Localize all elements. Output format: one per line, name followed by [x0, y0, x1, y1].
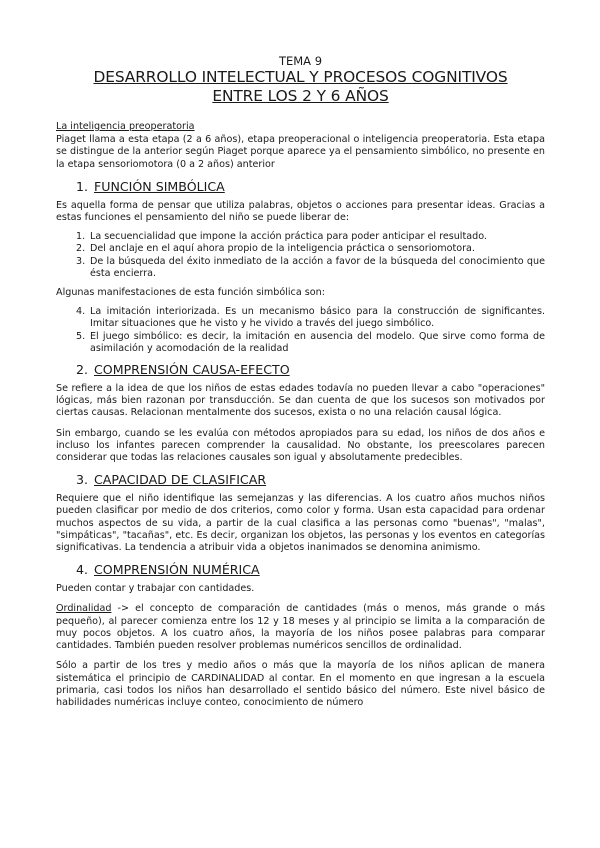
intro-paragraph: Piaget llama a esta etapa (2 a 6 años), etapa preoperacional o inteligencia preoperatoria. Esta etapa se distingue de la anterior según Piaget porque aparece ya el pensamiento simbólico, no presente en la etapa sensoriomotora (0 a 2 años) anterior	[56, 134, 545, 170]
section-4-paragraph-3: Sólo a partir de los tres y medio años o más que la mayoría de los niños aplican de manera sistemática el principio de CARDINALIDAD al contar. En el momento en que ingresan a la escuela primaria, casi todos los niños han desarrollado el sentido básico del número. Este nivel básico de habilidades numéricas incluye conteo, conocimiento de número	[56, 660, 545, 708]
list-item: 2. Del anclaje en el aquí ahora propio de la inteligencia práctica o sensoriomotora.	[76, 243, 475, 255]
section-3-heading	[76, 472, 545, 487]
section-3-paragraph-1: Requiere que el niño identifique las semejanzas y las diferencias. A los cuatro años muchos niños pueden clasificar por medio de dos criterios, como color y forma. Usan esta capacidad para ordenar muchos aspectos de su vida, a partir de la cual clasifica a las personas como "buenas", "malas", "simpáticas", "tacañas", etc. Es decir, organizan los objetos, las personas y los eventos en categorías significativas. La tendencia a atribuir vida a objetos inanimados se denomina animismo.	[56, 493, 545, 554]
section-1-list-1	[56, 231, 545, 280]
section-4-heading	[76, 562, 545, 577]
list-item: 5. El juego simbólico: es decir, la imitación en ausencia del modelo. Que sirve como forma de asimilación y acomodación de la realidad	[76, 330, 545, 354]
section-2-heading	[76, 362, 545, 377]
document-title	[56, 68, 545, 106]
section-2-number: 2.	[76, 362, 89, 378]
list-item: 3. De la búsqueda del éxito inmediato de la acción a favor de la búsqueda del conocimiento que ésta encierra.	[76, 255, 545, 279]
section-2-title: COMPRENSIÓN CAUSA-EFECTO	[94, 362, 290, 378]
section-4-number: 4.	[76, 562, 89, 578]
section-3-number: 3.	[76, 472, 89, 488]
section-4-paragraph-ordinalidad	[56, 603, 545, 652]
section-2-paragraph-2: Sin embargo, cuando se les evalúa con métodos apropiados para su edad, los niños de dos años e incluso los infantes parecen comprender la causalidad. No obstante, los preescolares parecen considerar que todas las relaciones causales son igual y absolutamente predecibles.	[56, 427, 545, 464]
ordinalidad-text: -> el concepto de comparación de cantidades (más o menos, más grande o más pequeño), al parecer comienza entre los 12 y 18 meses y al principio se limita a la comparación de muy pocos objetos. A los cuatro años, la mayoría de los niños posee palabras para comparar cantidades. También pueden resolver problemas numéricos sencillos de ordinalidad.	[56, 603, 545, 652]
section-4-title: COMPRENSIÓN NUMÉRICA	[94, 562, 260, 578]
list-item: 4. La imitación interiorizada. Es un mecanismo básico para la construcción de significantes. Imitar situaciones que he visto y he vivido a través del juego simbólico.	[76, 306, 545, 330]
intro-subheading: La inteligencia preoperatoria	[56, 121, 195, 132]
section-1-heading	[76, 179, 545, 194]
section-3-title: CAPACIDAD DE CLASIFICAR	[94, 472, 267, 488]
section-4-paragraph-1: Pueden contar y trabajar con cantidades.	[56, 583, 255, 595]
tema-label: TEMA 9	[278, 54, 323, 68]
ordinalidad-term: Ordinalidad	[56, 603, 112, 615]
section-1-number: 1.	[76, 178, 89, 194]
list-item: 1. La secuencialidad que impone la acción práctica para poder anticipar el resultado.	[76, 231, 487, 243]
title-line-2: ENTRE LOS 2 Y 6 AÑOS	[212, 87, 389, 105]
section-1-paragraph-2: Algunas manifestaciones de esta función simbólica son:	[56, 287, 325, 299]
section-2-paragraph-1: Se refiere a la idea de que los niños de estas edades todavía no pueden llevar a cabo "operaciones" lógicas, más bien razonan por transducción. Se dan cuenta de que los sucesos son motivados por ciertas causas. Relacionan mentalmente dos sucesos, exista o no una relación causal lógica.	[56, 383, 545, 419]
section-1-paragraph-1: Es aquella forma de pensar que utiliza palabras, objetos o acciones para presentar ideas. Gracias a estas funciones el pensamiento del niño se puede liberar de:	[56, 199, 545, 224]
section-1-title: FUNCIÓN SIMBÓLICA	[94, 178, 225, 194]
section-1-list-2	[56, 306, 545, 355]
title-line-1: DESARROLLO INTELECTUAL Y PROCESOS COGNITIVOS	[93, 68, 508, 86]
